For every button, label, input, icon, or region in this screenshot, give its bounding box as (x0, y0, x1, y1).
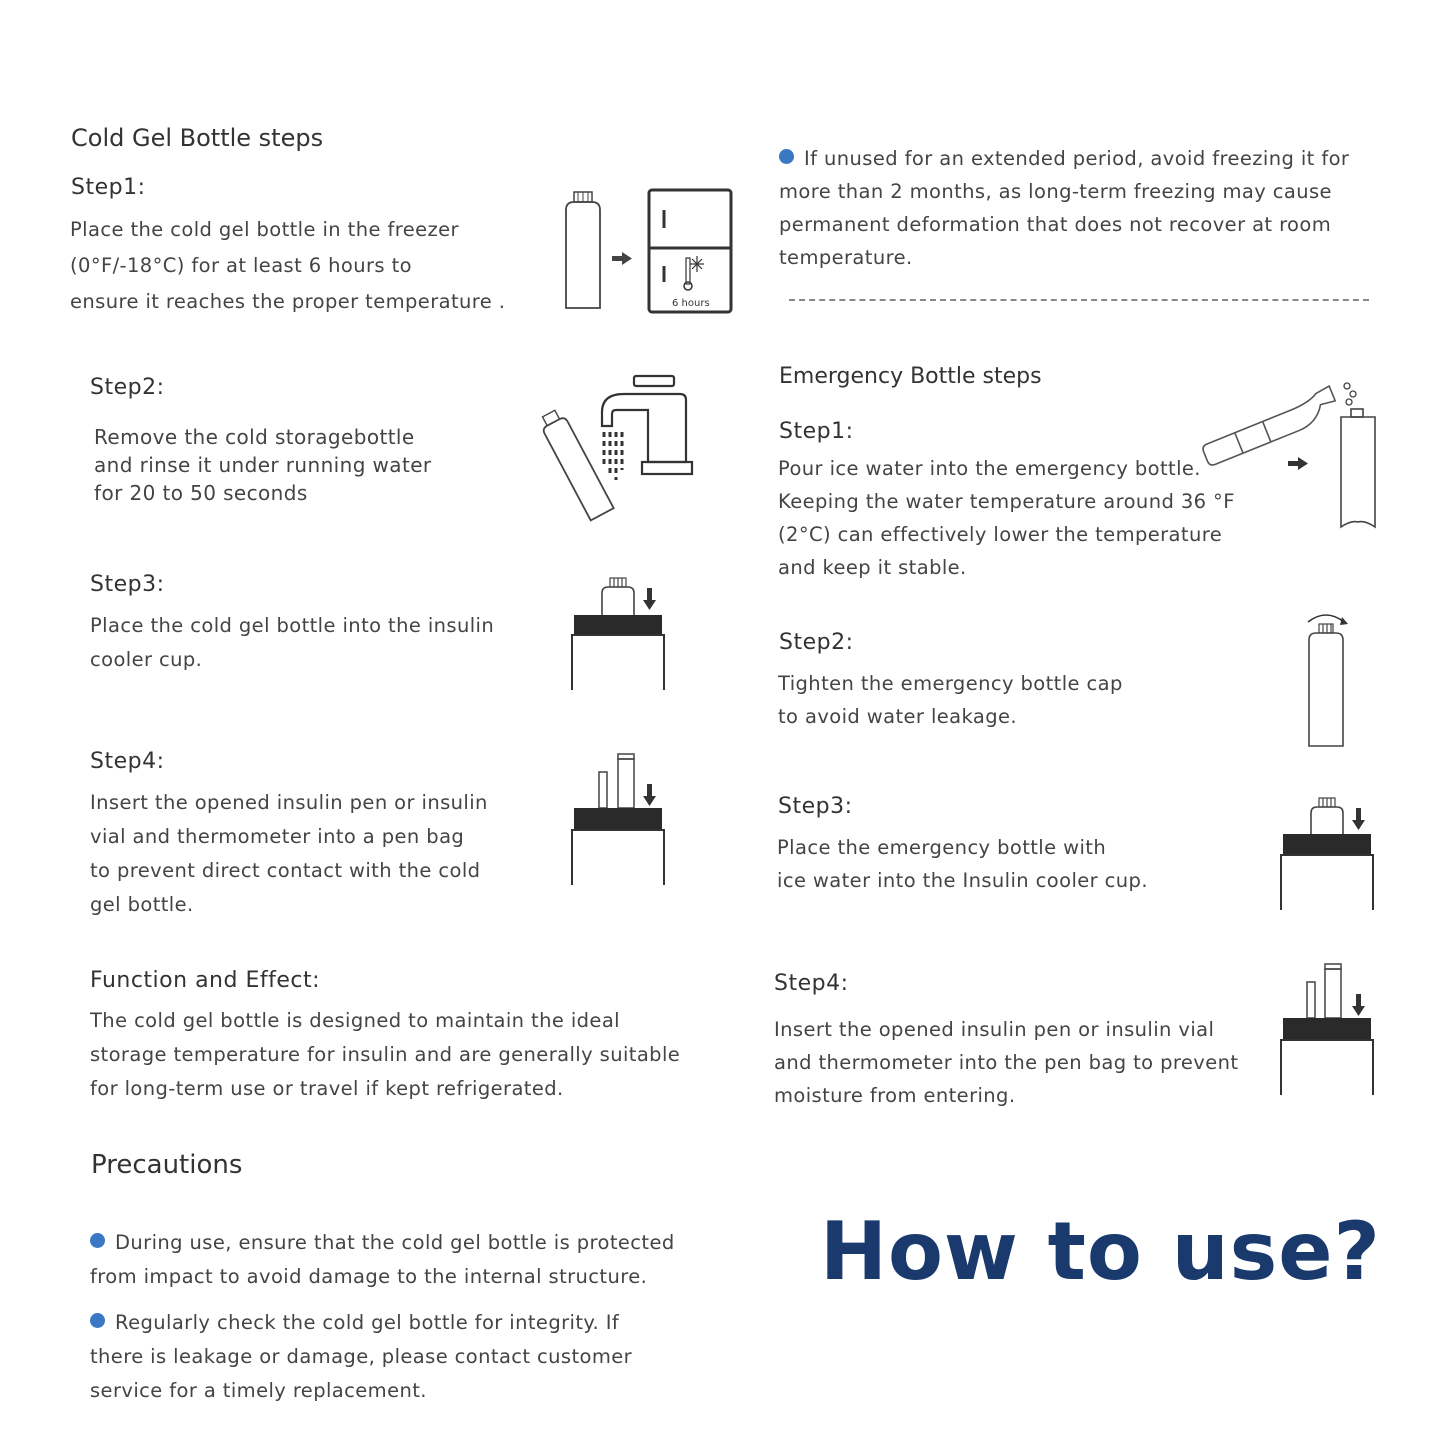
arrow-down-icon (1352, 994, 1365, 1016)
section-divider (789, 299, 1369, 301)
emergency-step4-heading: Step4: (774, 971, 849, 996)
emergency-step2-heading: Step2: (779, 630, 854, 655)
arrow-down-icon (643, 588, 656, 610)
freezing-note: If unused for an extended period, avoid freezing it for more than 2 months, as long-term freezing may cause permanent deformation that does not recover at room temperature. (779, 147, 1350, 269)
precaution-item-1: During use, ensure that the cold gel bottle is protected from impact to avoid damage to the internal structure. (90, 1231, 675, 1288)
bottle-top-icon (1311, 807, 1343, 834)
cooler-cup-icon (572, 635, 664, 690)
cold-step1-heading: Step1: (71, 175, 146, 200)
arrow-down-icon (643, 784, 656, 806)
freezer-icon (649, 190, 731, 312)
function-text: The cold gel bottle is designed to maintain the ideal storage temperature for insulin and are generally suitable for long-term use or travel if kept refrigerated. (90, 1009, 681, 1100)
how-to-use-title: How to use? (820, 1205, 1381, 1298)
cap-icon (1319, 798, 1335, 807)
arrow-right-icon (1288, 457, 1308, 470)
water-drops-icon (1344, 383, 1356, 405)
cooler-cup-icon (572, 830, 664, 885)
cold-step3-heading: Step3: (90, 572, 165, 597)
emergency-step1-text: Pour ice water into the emergency bottle. Keeping the water temperature around 36 °F (2°C) can effectively lower the temperature and keep it stable. (778, 457, 1235, 579)
emergency-title: Emergency Bottle steps (779, 364, 1042, 389)
cup-lid-icon (574, 808, 662, 830)
insulin-pen-icon (618, 754, 634, 808)
bullet-icon (90, 1313, 105, 1328)
precautions-heading: Precautions (91, 1150, 243, 1180)
cold-step1-text: Place the cold gel bottle in the freezer (0°F/-18°C) for at least 6 hours to ensure it reaches the proper temperature . (70, 218, 506, 313)
emergency-bottle-icon (1309, 633, 1343, 746)
cup-lid-icon (1283, 1018, 1371, 1040)
cold-step4-text: Insert the opened insulin pen or insulin vial and thermometer into a pen bag to prevent direct contact with the cold gel bottle. (90, 791, 488, 916)
water-bottle-icon (1198, 386, 1340, 467)
bottle-cap-icon (1319, 624, 1333, 633)
arrow-down-icon (1352, 808, 1365, 830)
precaution-item-2: Regularly check the cold gel bottle for integrity. If there is leakage or damage, please contact customer service for a timely replacement. (90, 1311, 633, 1402)
bullet-icon (779, 149, 794, 164)
rotate-arrow-icon (1308, 615, 1344, 622)
pour-ice-water-illustration (1195, 372, 1385, 537)
bottle-to-freezer-illustration (560, 188, 740, 318)
cap-icon (610, 578, 626, 587)
thermometer-icon (599, 772, 607, 808)
cold-step2-heading: Step2: (90, 375, 165, 400)
function-heading: Function and Effect: (90, 968, 321, 993)
emergency-pen-into-cup-illustration (1277, 962, 1377, 1097)
cold-step4-heading: Step4: (90, 749, 165, 774)
emergency-step2-text: Tighten the emergency bottle cap to avoid water leakage. (778, 672, 1123, 728)
bottle-top-icon (602, 587, 634, 615)
cold-step2-text: Remove the cold storagebottle and rinse it under running water for 20 to 50 seconds (94, 425, 432, 505)
cup-lid-icon (574, 615, 662, 635)
freezer-hours-label: 6 hours (672, 298, 710, 309)
tighten-cap-illustration (1300, 610, 1360, 750)
emergency-step4-text: Insert the opened insulin pen or insulin vial and thermometer into the pen bag to prevent moisture from entering. (774, 1018, 1239, 1107)
arrow-right-icon (612, 252, 632, 265)
cold-step3-text: Place the cold gel bottle into the insulin cooler cup. (90, 614, 495, 671)
rinse-under-tap-illustration (530, 370, 700, 535)
cold-gel-title: Cold Gel Bottle steps (71, 124, 324, 152)
bottle-into-cup-illustration (568, 575, 668, 695)
water-stream-icon (604, 432, 622, 480)
cup-lid-icon (1283, 834, 1371, 855)
cooler-cup-icon (1281, 855, 1373, 910)
emergency-bottle-icon (1341, 409, 1375, 527)
thermometer-icon (1307, 982, 1315, 1018)
pen-into-cup-illustration (568, 752, 668, 887)
emergency-step3-heading: Step3: (778, 794, 853, 819)
cooler-cup-icon (1281, 1040, 1373, 1095)
emergency-step1-heading: Step1: (779, 419, 854, 444)
insulin-pen-icon (1325, 964, 1341, 1018)
emergency-bottle-into-cup-illustration (1277, 795, 1377, 915)
bullet-icon (90, 1233, 105, 1248)
emergency-step3-text: Place the emergency bottle with ice water into the Insulin cooler cup. (777, 836, 1148, 892)
gel-bottle-icon (566, 192, 600, 308)
